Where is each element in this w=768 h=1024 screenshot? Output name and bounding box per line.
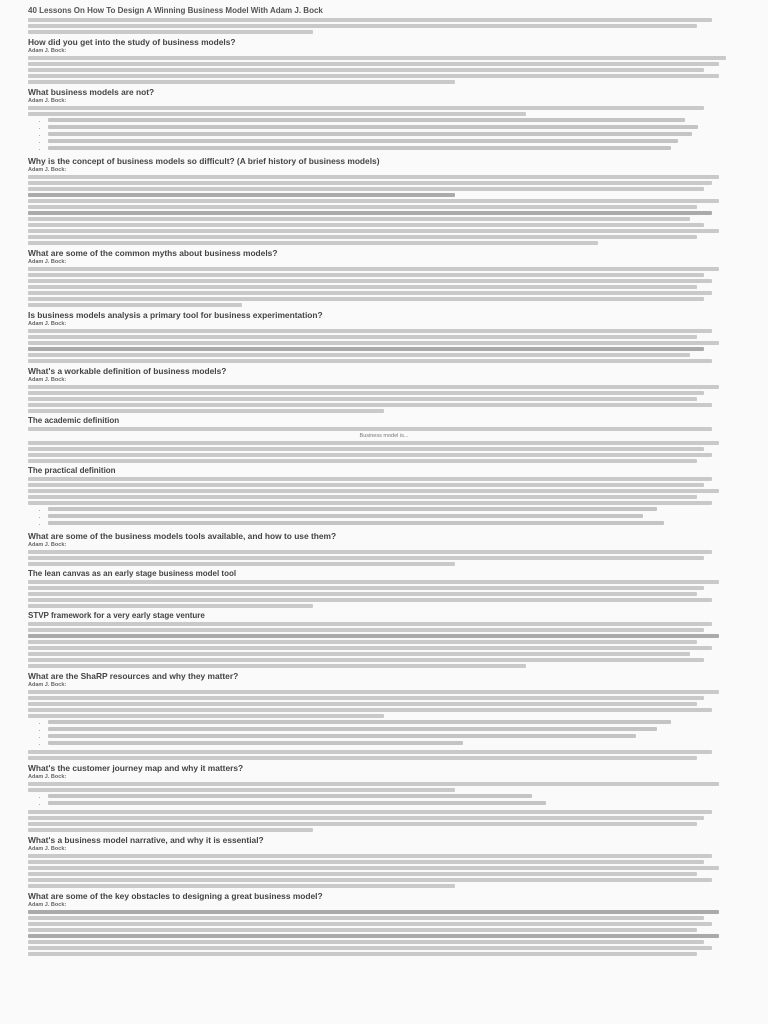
speaker-label: Adam J. Bock:: [28, 902, 67, 908]
section-body: [28, 329, 740, 363]
document-title: 40 Lessons On How To Design A Winning Business Model With Adam J. Bock: [28, 6, 323, 15]
section-heading: What are some of the business models tools available, and how to use them?: [28, 531, 337, 541]
speaker-label: Adam J. Bock:: [28, 259, 67, 265]
section-heading: What's a workable definition of business models?: [28, 366, 227, 376]
section-body: [28, 690, 740, 718]
section-heading: What business models are not?: [28, 87, 155, 97]
section-body: [28, 810, 740, 832]
speaker-label: Adam J. Bock:: [28, 167, 67, 173]
subsection-heading: STVP framework for a very early stage venture: [28, 611, 205, 620]
section-body: [28, 385, 740, 413]
speaker-label: Adam J. Bock:: [28, 98, 67, 104]
section-heading: What are some of the key obstacles to designing a great business model?: [28, 891, 323, 901]
list-item: [48, 521, 740, 528]
section-heading: Is business models analysis a primary tool for business experimentation?: [28, 310, 323, 320]
centered-quote: Business model is...: [359, 433, 409, 439]
speaker-label: Adam J. Bock:: [28, 321, 67, 327]
section-heading: What's a business model narrative, and why it is essential?: [28, 835, 264, 845]
list-item: [48, 118, 740, 125]
list-item: [48, 139, 740, 146]
section-body: [28, 782, 740, 792]
speaker-label: Adam J. Bock:: [28, 48, 67, 54]
subsection-heading: The practical definition: [28, 466, 116, 475]
section-heading: Why is the concept of business models so difficult? (A brief history of business models): [28, 156, 380, 166]
section-body: [28, 56, 740, 84]
list-item: [48, 734, 740, 741]
section-heading: What are the ShaRP resources and why they matter?: [28, 671, 239, 681]
speaker-label: Adam J. Bock:: [28, 846, 67, 852]
section-heading: What's the customer journey map and why it matters?: [28, 763, 244, 773]
section-body: [28, 550, 740, 566]
list-item: [48, 146, 740, 153]
section-body: [28, 580, 740, 608]
bullet-list: [28, 118, 740, 153]
list-item: [48, 801, 740, 808]
speaker-label: Adam J. Bock:: [28, 377, 67, 383]
section-body: [28, 477, 740, 505]
section-body: [28, 750, 740, 760]
section-body: [28, 441, 740, 463]
section-body: [28, 854, 740, 888]
speaker-label: Adam J. Bock:: [28, 774, 67, 780]
section-body: [28, 267, 740, 307]
bullet-list: [28, 507, 740, 528]
speaker-label: Adam J. Bock:: [28, 542, 67, 548]
list-item: [48, 741, 740, 748]
section-heading: What are some of the common myths about business models?: [28, 248, 278, 258]
speaker-label: Adam J. Bock:: [28, 682, 67, 688]
list-item: [48, 727, 740, 734]
list-item: [48, 794, 740, 801]
bullet-list: [28, 720, 740, 748]
subsection-heading: The lean canvas as an early stage business model tool: [28, 569, 237, 578]
intro-paragraph: [28, 18, 740, 34]
section-heading: How did you get into the study of business models?: [28, 37, 236, 47]
section-body: [28, 175, 740, 245]
section-body: [28, 622, 740, 668]
list-item: [48, 720, 740, 727]
bullet-list: [28, 794, 740, 808]
subsection-heading: The academic definition: [28, 416, 120, 425]
list-item: [48, 125, 740, 132]
document-page: [14, 0, 754, 1010]
list-item: [48, 514, 740, 521]
section-body: [28, 910, 740, 956]
list-item: [48, 132, 740, 139]
list-item: [48, 507, 740, 514]
section-body: [28, 427, 740, 431]
section-body: [28, 106, 740, 116]
